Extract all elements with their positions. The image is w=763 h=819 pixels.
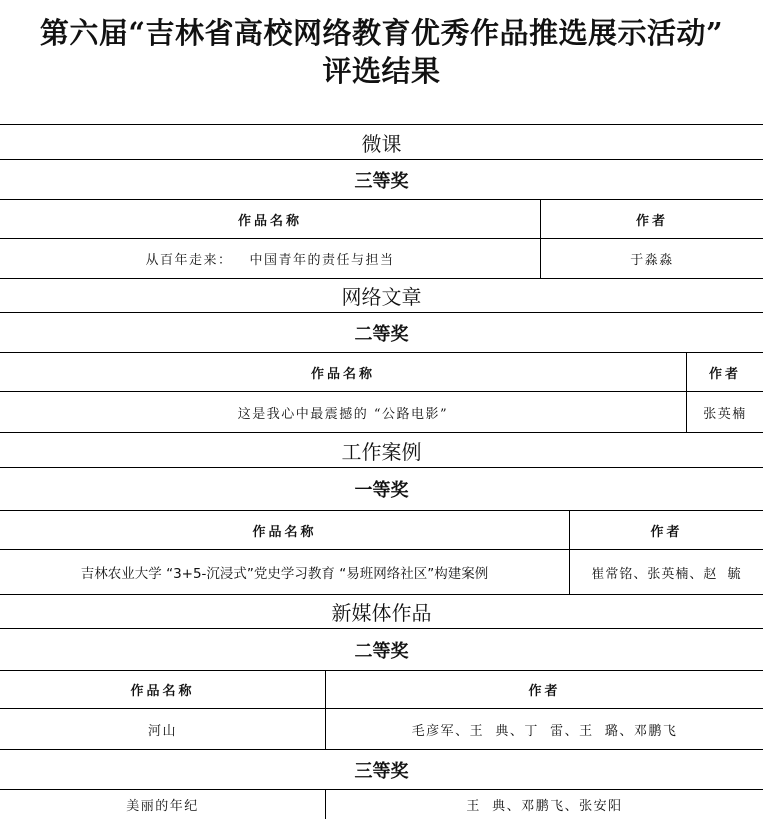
award-row <box>0 467 763 510</box>
author-cell: 毛彦军、王 典、丁 雷、王 璐、邓鹏飞 <box>411 723 678 739</box>
author-cell: 王 典、邓鹏飞、张安阳 <box>466 799 623 814</box>
author-cell: 崔常铭、张英楠、赵 毓 <box>591 566 742 582</box>
category-row-work-case <box>0 432 763 467</box>
table-row <box>0 549 763 594</box>
award-row <box>0 159 763 199</box>
category-label: 工作案例 <box>341 439 422 464</box>
header-work-name: 作品名称 <box>0 511 570 549</box>
author-cell: 于淼淼 <box>630 253 674 268</box>
work-name-cell: 这是我心中最震撼的 “公路电影” <box>0 392 687 432</box>
table-row <box>0 391 763 432</box>
header-row <box>0 510 763 549</box>
page-title <box>0 14 763 90</box>
table-row <box>0 789 763 819</box>
category-label: 网络文章 <box>341 285 422 309</box>
award-row <box>0 312 763 352</box>
work-name-cell: 从百年走来： 中国青年的责任与担当 <box>0 239 541 278</box>
header-row <box>0 670 763 708</box>
award-label: 三等奖 <box>354 760 409 782</box>
category-row-web-article <box>0 278 763 312</box>
category-row-micro-course <box>0 124 763 159</box>
header-author: 作者 <box>528 684 561 699</box>
header-author: 作者 <box>650 524 683 540</box>
header-author: 作者 <box>635 213 668 229</box>
award-label: 一等奖 <box>354 480 409 501</box>
award-row <box>0 749 763 789</box>
table-row <box>0 708 763 749</box>
header-work-name: 作品名称 <box>0 200 541 238</box>
category-label: 新媒体作品 <box>331 601 432 625</box>
work-name-cell: 美丽的年纪 <box>0 790 326 819</box>
work-name-cell: 吉林农业大学 “3+5-沉浸式”党史学习教育 “易班网络社区”构建案例 <box>0 550 570 594</box>
award-label: 三等奖 <box>354 170 409 192</box>
table-row <box>0 238 763 278</box>
award-label: 二等奖 <box>354 323 409 345</box>
header-author: 作者 <box>708 366 741 382</box>
header-row <box>0 352 763 391</box>
header-row <box>0 199 763 238</box>
author-cell: 张英楠 <box>703 406 747 422</box>
award-row <box>0 628 763 670</box>
title-line-2: 评选结果 <box>322 54 441 88</box>
header-work-name: 作品名称 <box>0 671 326 708</box>
category-label: 微课 <box>361 131 402 156</box>
header-work-name: 作品名称 <box>0 353 687 391</box>
title-line-1: 第六届“吉林省高校网络教育优秀作品推选展示活动” <box>39 16 724 50</box>
award-label: 二等奖 <box>354 640 409 662</box>
category-row-new-media <box>0 594 763 628</box>
work-name-cell: 河山 <box>0 709 326 749</box>
